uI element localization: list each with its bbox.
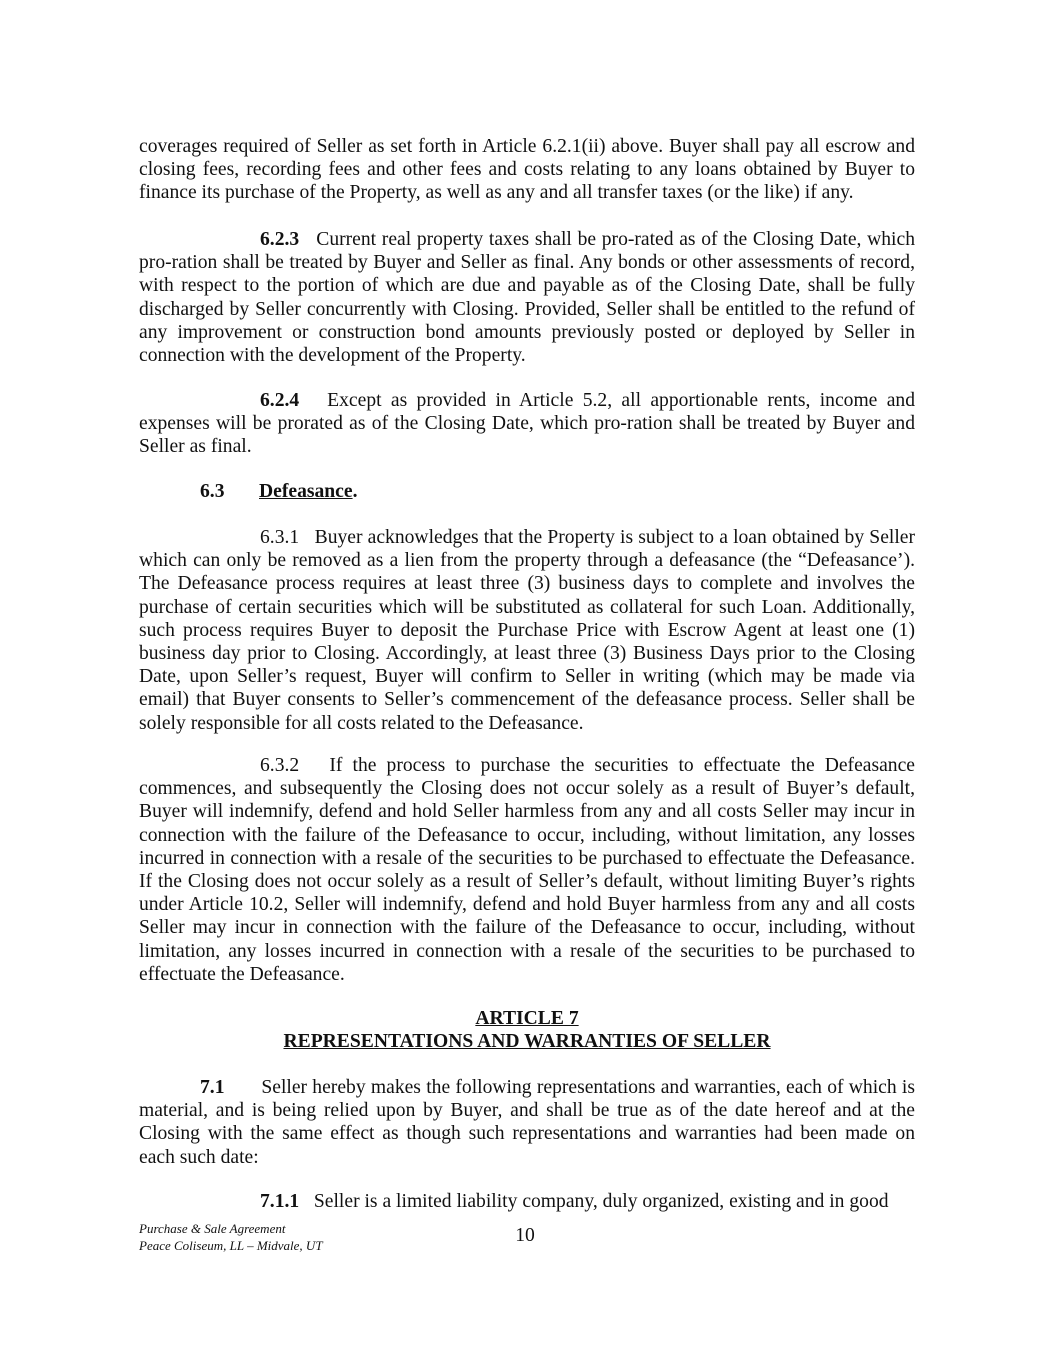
paragraph-6-2-3 <box>139 228 915 367</box>
paragraph-text: Buyer acknowledges that the Property is subject to a loan obtained by Seller which can only be removed as a lien from the property through a defeasance (the “Defeasance’). The Defeasance process requires at least three (3) business days to complete and involves the purchase of certain securities which will be substituted as collateral for such Loan. Additionally, such process requires Buyer to deposit the Purchase Price with Escrow Agent at least one (1) business day prior to Closing. Accordingly, at least three (3) Business Days prior to the Closing Date, upon Seller’s request, Buyer will confirm to Seller in writing (which may be made via email) that Buyer consents to Seller’s commencement of the defeasance process. Seller shall be solely responsible for all costs related to the Defeasance. <box>139 527 915 734</box>
section-number: 6.3 <box>200 481 225 502</box>
paragraph-7-1-1 <box>139 1190 915 1213</box>
page-number: 10 <box>515 1225 535 1246</box>
paragraph-6-3-1 <box>139 526 915 735</box>
section-number: 6.2.4 <box>260 390 300 411</box>
paragraph-text: Except as provided in Article 5.2, all apportionable rents, income and expenses will be prorated as of the Closing Date, which pro-ration shall be treated by Buyer and Seller as final. <box>139 390 915 458</box>
article-title: REPRESENTATIONS AND WARRANTIES OF SELLER <box>283 1031 771 1052</box>
section-title-period: . <box>352 481 358 502</box>
paragraph-text: Seller hereby makes the following representations and warranties, each of which is material, and is being relied upon by Buyer, and shall be true as of the date hereof and at the Closing with the same effect as though such representations and warranties had been made on each such date: <box>139 1077 915 1168</box>
paragraph-text: If the process to purchase the securities to effectuate the Defeasance commences, and subsequently the Closing does not occur solely as a result of Buyer’s default, Buyer will indemnify, defend and hold Seller harmless from any and all costs Seller may incur in connection with the failure of the Defeasance to occur, including, without limitation, any losses incurred in connection with a resale of the securities to be purchased to effectuate the Defeasance. If the Closing does not occur solely as a result of Seller’s default, without limiting Buyer’s rights under Article 10.2, Seller will indemnify, defend and hold Buyer harmless from any and all costs Seller may incur in connection with the failure of the Defeasance to occur, including, without limitation, any losses incurred in connection with a resale of the securities to be purchased to effectuate the Defeasance. <box>139 755 915 985</box>
section-number: 6.3.2 <box>260 755 300 776</box>
footer-doc-subtitle: Peace Coliseum, LL – Midvale, UT <box>139 1238 323 1253</box>
paragraph-text: coverages required of Seller as set forth in Article 6.2.1(ii) above. Buyer shall pay all escrow and closing fees, recording fees and other fees and costs relating to any loans obtained by Buyer to finance its purchase of the Property, as well as any and all transfer taxes (or the like) if any. <box>139 136 915 204</box>
paragraph-6-3-2 <box>139 754 915 986</box>
paragraph-6-2-4 <box>139 389 915 459</box>
section-number: 6.3.1 <box>260 527 300 548</box>
footer-doc-title: Purchase & Sale Agreement <box>139 1221 286 1236</box>
section-number: 6.2.3 <box>260 229 300 250</box>
section-number: 7.1.1 <box>260 1191 300 1212</box>
article-number: ARTICLE 7 <box>475 1008 579 1029</box>
paragraph-continuation <box>139 135 915 205</box>
paragraph-text: Current real property taxes shall be pro-rated as of the Closing Date, which pro-ration shall be treated by Buyer and Seller as final. Any bonds or other assessments of record, with respect to the portion of which are due and payable as of the Closing Date, shall be fully discharged by Seller concurrently with Closing. Provided, Seller shall be entitled to the refund of any improvement or construction bond amounts previously posted or deployed by Seller in connection with the development of the Property. <box>139 229 915 367</box>
footer-document-info <box>139 1220 323 1254</box>
paragraph-7-1 <box>139 1076 915 1169</box>
section-heading-6-3 <box>139 480 915 503</box>
paragraph-text: Seller is a limited liability company, duly organized, existing and in good <box>313 1191 889 1212</box>
section-title: Defeasance <box>259 481 353 502</box>
section-number: 7.1 <box>200 1077 225 1098</box>
